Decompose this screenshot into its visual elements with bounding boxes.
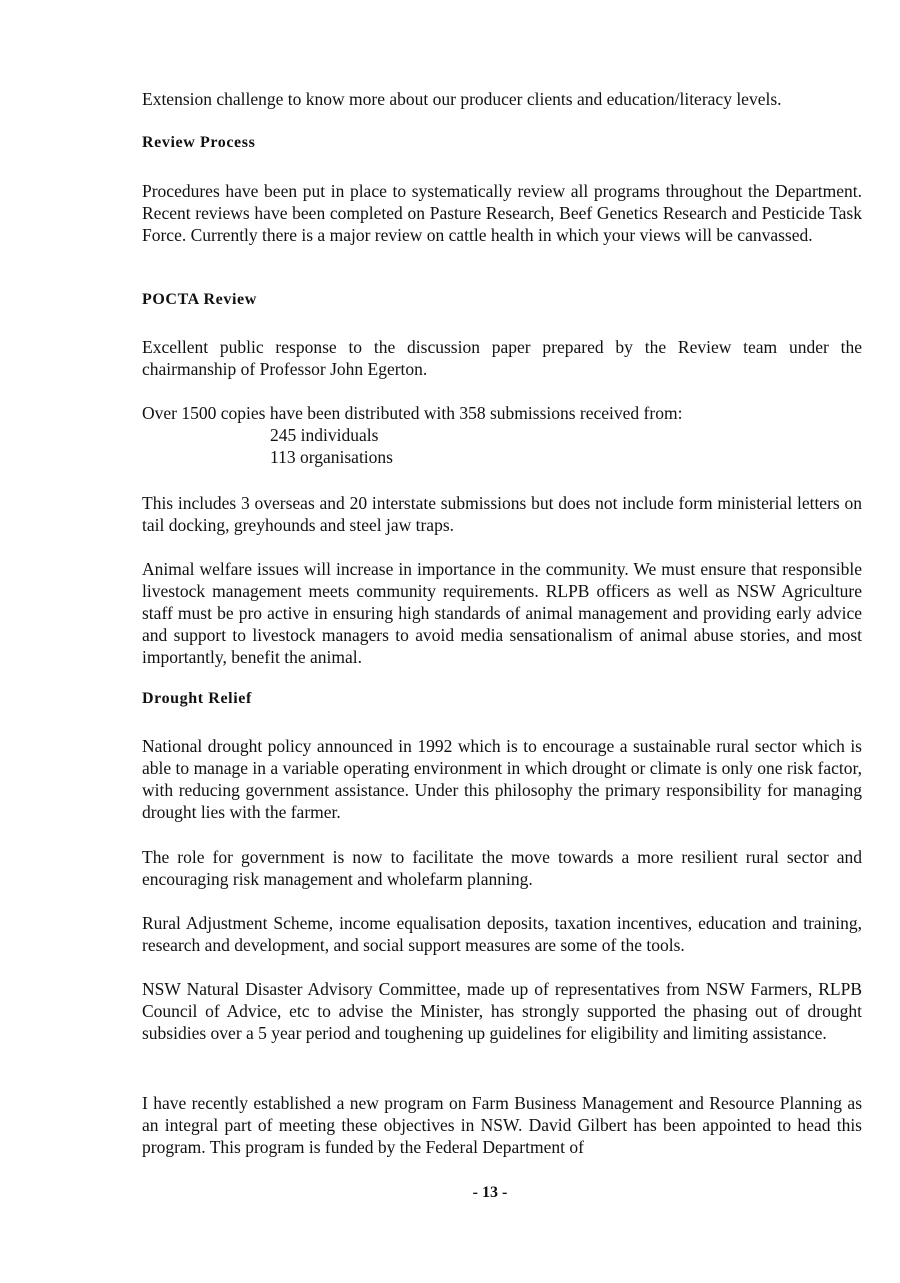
pocta-paragraph-2	[142, 402, 862, 468]
pocta-paragraph-1: Excellent public response to the discussion paper prepared by the Review team under the chairmanship of Professor John Egerton.	[142, 337, 862, 379]
section-heading-drought-relief: Drought Relief	[142, 690, 252, 707]
drought-paragraph-4: NSW Natural Disaster Advisory Committee, made up of representatives from NSW Farmers, RLPB Council of Advice, etc to advise the Minister, has strongly supported the phasing out of drought subsidies over a 5 year period and toughening up guidelines for eligibility and limiting assistance.	[142, 979, 862, 1043]
submission-count-individuals: 245 individuals	[270, 425, 379, 445]
drought-paragraph-2: The role for government is now to facilitate the move towards a more resilient rural sector and encouraging risk management and wholefarm planning.	[142, 847, 862, 889]
intro-paragraph: Extension challenge to know more about our producer clients and education/literacy levels.	[142, 89, 782, 109]
review-process-paragraph: Procedures have been put in place to systematically review all programs throughout the Department. Recent reviews have been completed on Pasture Research, Beef Genetics Research and Pesticide Task Force. Currently there is a major review on cattle health in which your views will be canvassed.	[142, 181, 862, 245]
drought-paragraph-5: I have recently established a new program on Farm Business Management and Resource Planning as an integral part of meeting these objectives in NSW. David Gilbert has been appointed to head this program. This program is funded by the Federal Department of	[142, 1093, 862, 1157]
pocta-paragraph-2-line: Over 1500 copies have been distributed with 358 submissions received from:	[142, 403, 683, 423]
pocta-paragraph-4: Animal welfare issues will increase in importance in the community. We must ensure that responsible livestock management meets community requirements. RLPB officers as well as NSW Agriculture staff must be pro active in ensuring high standards of animal management and providing early advice and support to livestock managers to avoid media sensationalism of animal abuse stories, and most importantly, benefit the animal.	[142, 559, 862, 667]
section-heading-review-process: Review Process	[142, 134, 256, 151]
page-number-text: - 13 -	[472, 1184, 508, 1201]
section-heading-pocta-review: POCTA Review	[142, 291, 257, 308]
drought-paragraph-1: National drought policy announced in 1992 which is to encourage a sustainable rural sector which is able to manage in a variable operating environment in which drought or climate is only one risk factor, with reducing government assistance. Under this philosophy the primary responsibility for managing drought lies with the farmer.	[142, 736, 862, 822]
page-number	[0, 1184, 900, 1202]
submission-count-organisations: 113 organisations	[270, 447, 393, 467]
pocta-paragraph-3: This includes 3 overseas and 20 interstate submissions but does not include form ministerial letters on tail docking, greyhounds and steel jaw traps.	[142, 493, 862, 535]
drought-paragraph-3: Rural Adjustment Scheme, income equalisation deposits, taxation incentives, education and training, research and development, and social support measures are some of the tools.	[142, 913, 862, 955]
